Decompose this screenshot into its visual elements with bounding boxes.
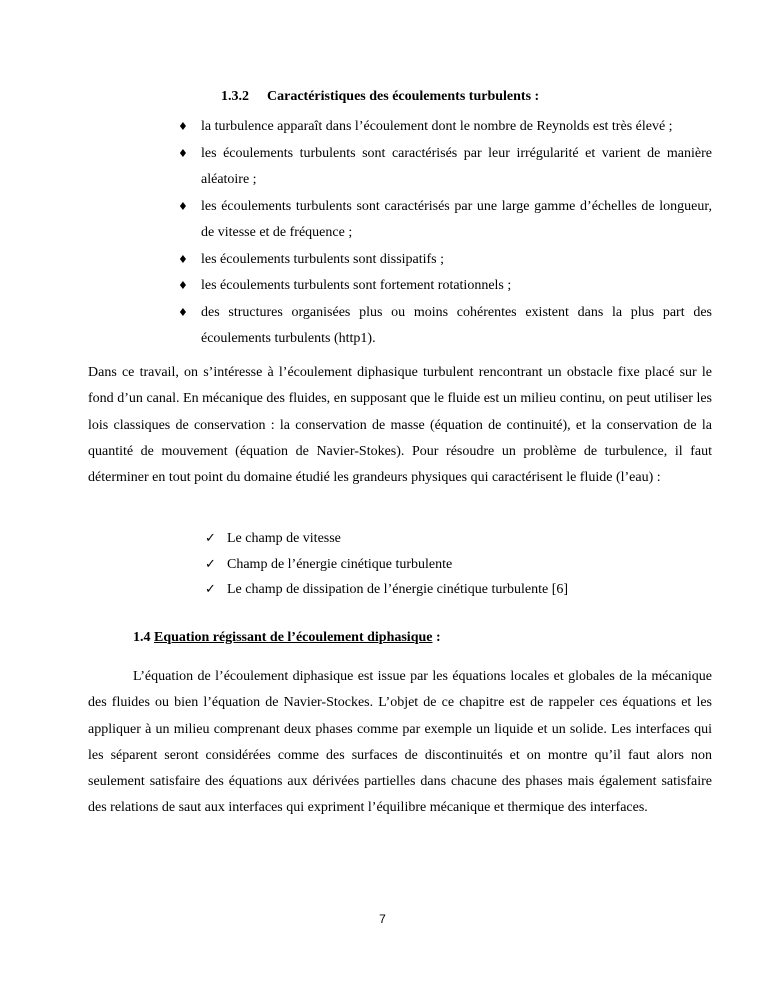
list-item (178, 247, 712, 274)
list-item (178, 194, 712, 247)
checklist-item (205, 577, 568, 603)
characteristics-list (178, 114, 712, 353)
diamond-bullet-icon: ♦ (178, 279, 188, 292)
diamond-bullet-icon: ♦ (178, 146, 188, 160)
list-item (178, 114, 712, 141)
section-title: Equation régissant de l’écoulement diphasique (154, 630, 433, 645)
checklist-item-text: Le champ de vitesse (227, 531, 341, 546)
page-number: 7 (379, 912, 386, 926)
section-number: 1.3.2 (221, 89, 249, 104)
paragraph: L’équation de l’écoulement diphasique est issue par les équations locales et globales de la mécanique des fluides ou bien l’équation de Navier-Stockes. L’objet de ce chapitre est de rappeler ces équations et les appliquer à un milieu comprenant deux phases comme par exemple un liquide et un solide. Les interfaces qui les séparent seront considérées comme des surfaces de discontinuités et on montre qu’il faut alors non seulement satisfaire des équations aux dérivées partielles dans chacune des phases mais également satisfaire des relations de saut aux interfaces qui expriment l’équilibre mécanique et thermique des interfaces. (88, 669, 712, 816)
section-title: Caractéristiques des écoulements turbulents : (267, 89, 540, 104)
checklist-item (205, 552, 568, 578)
list-item-text: la turbulence apparaît dans l’écoulement dont le nombre de Reynolds est très élevé ; (201, 119, 673, 134)
list-item-text: les écoulements turbulents sont dissipatifs ; (201, 251, 445, 267)
section-number: 1.4 (133, 630, 151, 645)
checklist-item-text: Champ de l’énergie cinétique turbulente (227, 556, 453, 572)
checkmark-icon: ✓ (205, 582, 216, 597)
list-item (178, 141, 712, 194)
section-heading-1-3-2 (221, 89, 539, 105)
list-item-text: des structures organisées plus ou moins cohérentes existent dans la plus part des écoulements turbulents (http1). (201, 304, 712, 346)
list-item-text: les écoulements turbulents sont caractérisés par une large gamme d’échelles de longueur, de vitesse et de fréquence ; (201, 198, 712, 240)
checklist-item-text: Le champ de dissipation de l’énergie cinétique turbulente [6] (227, 582, 569, 597)
diamond-bullet-icon: ♦ (178, 120, 188, 133)
checkmark-icon: ✓ (205, 556, 216, 572)
diamond-bullet-icon: ♦ (178, 252, 188, 266)
list-item-text: les écoulements turbulents sont caractérisés par leur irrégularité et varient de manière aléatoire ; (201, 145, 712, 187)
section-heading-1-4 (133, 630, 441, 646)
diamond-bullet-icon: ♦ (178, 199, 188, 213)
checklist (205, 526, 568, 603)
checkmark-icon: ✓ (205, 531, 216, 546)
section-title-suffix: : (432, 630, 441, 645)
list-item (178, 273, 712, 300)
list-item-text: les écoulements turbulents sont fortement rotationnels ; (201, 278, 512, 293)
diamond-bullet-icon: ♦ (178, 305, 188, 319)
paragraph: Dans ce travail, on s’intéresse à l’écoulement diphasique turbulent rencontrant un obstacle fixe placé sur le fond d’un canal. En mécanique des fluides, en supposant que le fluide est un milieu continu, on peut utiliser les lois classiques de conservation : la conservation de masse (équation de continuité), et la conservation de la quantité de mouvement (équation de Navier-Stokes). Pour résoudre un problème de turbulence, il faut déterminer en tout point du domaine étudié les grandeurs physiques qui caractérisent le fluide (l’eau) : (88, 365, 712, 486)
checklist-item (205, 526, 568, 552)
list-item (178, 300, 712, 353)
